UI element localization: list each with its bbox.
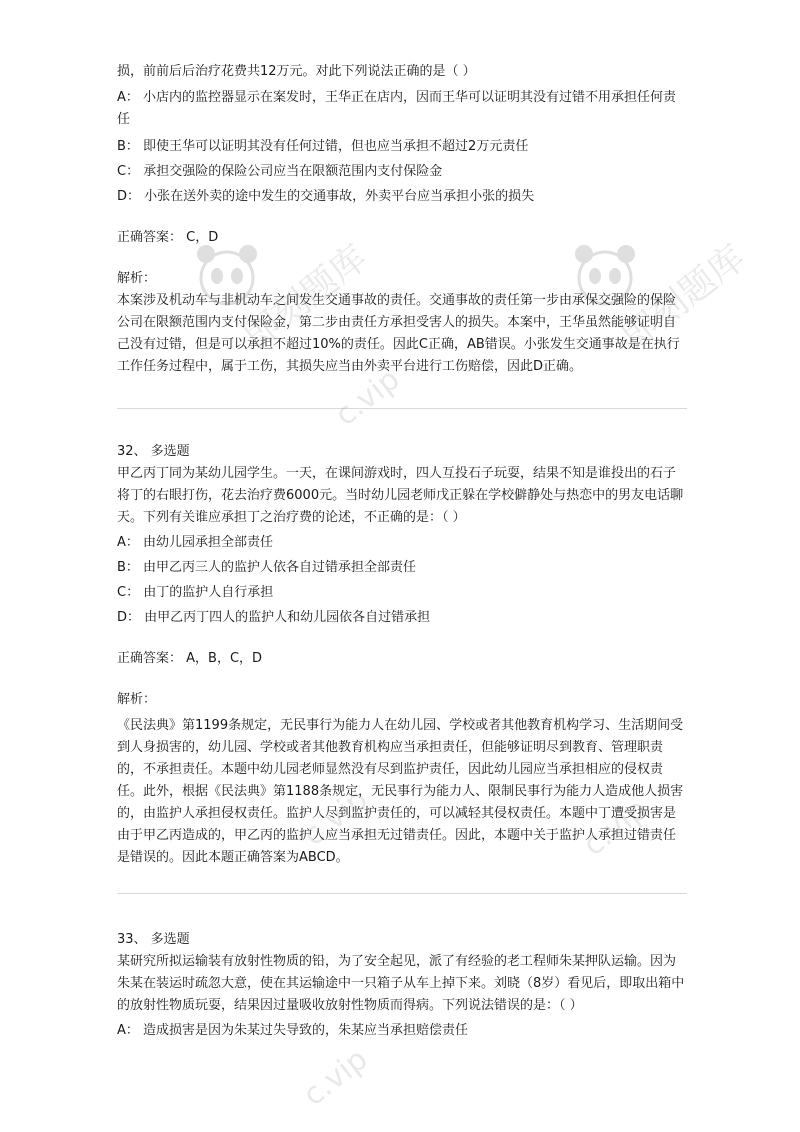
question-header: 33、 多选题 <box>117 932 190 947</box>
divider <box>117 408 687 409</box>
correct-answer: 正确答案： A，B，C，D <box>117 651 263 666</box>
option-a: A： 小店内的监控器显示在案发时，王华正在店内，因而王华可以证明其没有过错不用承担任何责任 <box>117 90 677 127</box>
question-stem: 某研究所拟运输装有放射性物质的铅，为了安全起见，派了有经验的老工程师朱某押队运输。因为朱某在装运时疏忽大意，使在其运输途中一只箱子从车上掉下来。刘晓（8岁）看见后，即取出箱中的放射性物质玩耍，结果因过量吸收放射性物质而得病。下列说法错误的是：（ ） <box>117 954 685 1013</box>
question-header: 32、 多选题 <box>117 444 190 459</box>
watermark-domain: c.vip <box>576 791 655 864</box>
option-d: D： 小张在送外卖的途中发生的交通事故，外卖平台应当承担小张的损失 <box>117 189 535 204</box>
analysis-label: 解析： <box>117 271 157 286</box>
analysis-text: 本案涉及机动车与非机动车之间发生交通事故的责任。交通事故的责任第一步由承保交强险的保险公司在限额范围内支付保险金，第二步由责任方承担受害人的损失。本案中，王华虽然能够证明自己没有过错，但是可以承担不超过10%的责任。因此C正确，AB错误。小张发生交通事故是在执行工作任务过程中，属于工伤，其损失应当由外卖平台进行工伤赔偿，因此D正确。 <box>117 293 680 374</box>
watermark <box>180 1040 480 1120</box>
option-b: B： 由甲乙丙三人的监护人依各自过错承担全部责任 <box>117 560 417 575</box>
analysis-text: 《民法典》第1199条规定，无民事行为能力人在幼儿园、学校或者其他教育机构学习、生活期间受到人身损害的，幼儿园、学校或者其他教育机构应当承担责任，但能够证明尽到教育、管理职责的，不承担责任。本题中幼儿园老师显然没有尽到监护责任，因此幼儿园应当承担相应的侵权责任。此外，根据《民法典》第1188条规定，无民事行为能力人、限制民事行为能力人造成他人损害的，由监护人承担侵权责任。监护人尽到监护责任的，可以减轻其侵权责任。本题中丁遭受损害是由于甲乙丙造成的，甲乙丙的监护人应当承担无过错责任。因此，本题中关于监护人承担过错责任是错误的。因此本题正确答案为ABCD。 <box>117 718 684 865</box>
question-stem: 甲乙丙丁同为某幼儿园学生。一天，在课间游戏时，四人互投石子玩耍，结果不知是谁投出的石子将丁的右眼打伤，花去治疗费6000元。当时幼儿园老师戊正躲在学校僻静处与热恋中的男友电话聊天。下列有关谁应承担丁之治疗费的论述，不正确的是：（ ） <box>117 466 684 525</box>
watermark-text: 即刻题库 <box>236 237 376 359</box>
watermark-domain: c.vip <box>296 1041 375 1114</box>
watermark-text: 即刻题库 <box>614 237 754 359</box>
correct-answer: 正确答案： C，D <box>117 230 219 245</box>
question-33 <box>117 928 687 1042</box>
option-list <box>117 531 687 629</box>
option-c: C： 由丁的监护人自行承担 <box>117 585 274 600</box>
question-31 <box>117 60 687 378</box>
option-b: B： 即使王华可以证明其没有任何过错，但也应当承担不超过2万元责任 <box>117 139 529 154</box>
question-32 <box>117 440 687 869</box>
divider <box>117 893 687 894</box>
option-a: A： 造成损害是因为朱某过失导致的，朱某应当承担赔偿责任 <box>117 1023 469 1038</box>
option-list <box>117 1019 687 1042</box>
analysis-label: 解析： <box>117 692 157 707</box>
option-c: C： 承担交强险的保险公司应当在限额范围内支付保险金 <box>117 164 443 179</box>
watermark-domain: c.vip <box>328 361 407 434</box>
watermark-domain: c.vip <box>296 781 375 854</box>
option-list <box>117 87 687 208</box>
option-a: A： 由幼儿园承担全部责任 <box>117 535 274 550</box>
option-d: D： 由甲乙丙丁四人的监护人和幼儿园依各自过错承担 <box>117 610 431 625</box>
question-stem: 损，前前后后治疗花费共12万元。对此下列说法正确的是（ ） <box>117 64 476 79</box>
